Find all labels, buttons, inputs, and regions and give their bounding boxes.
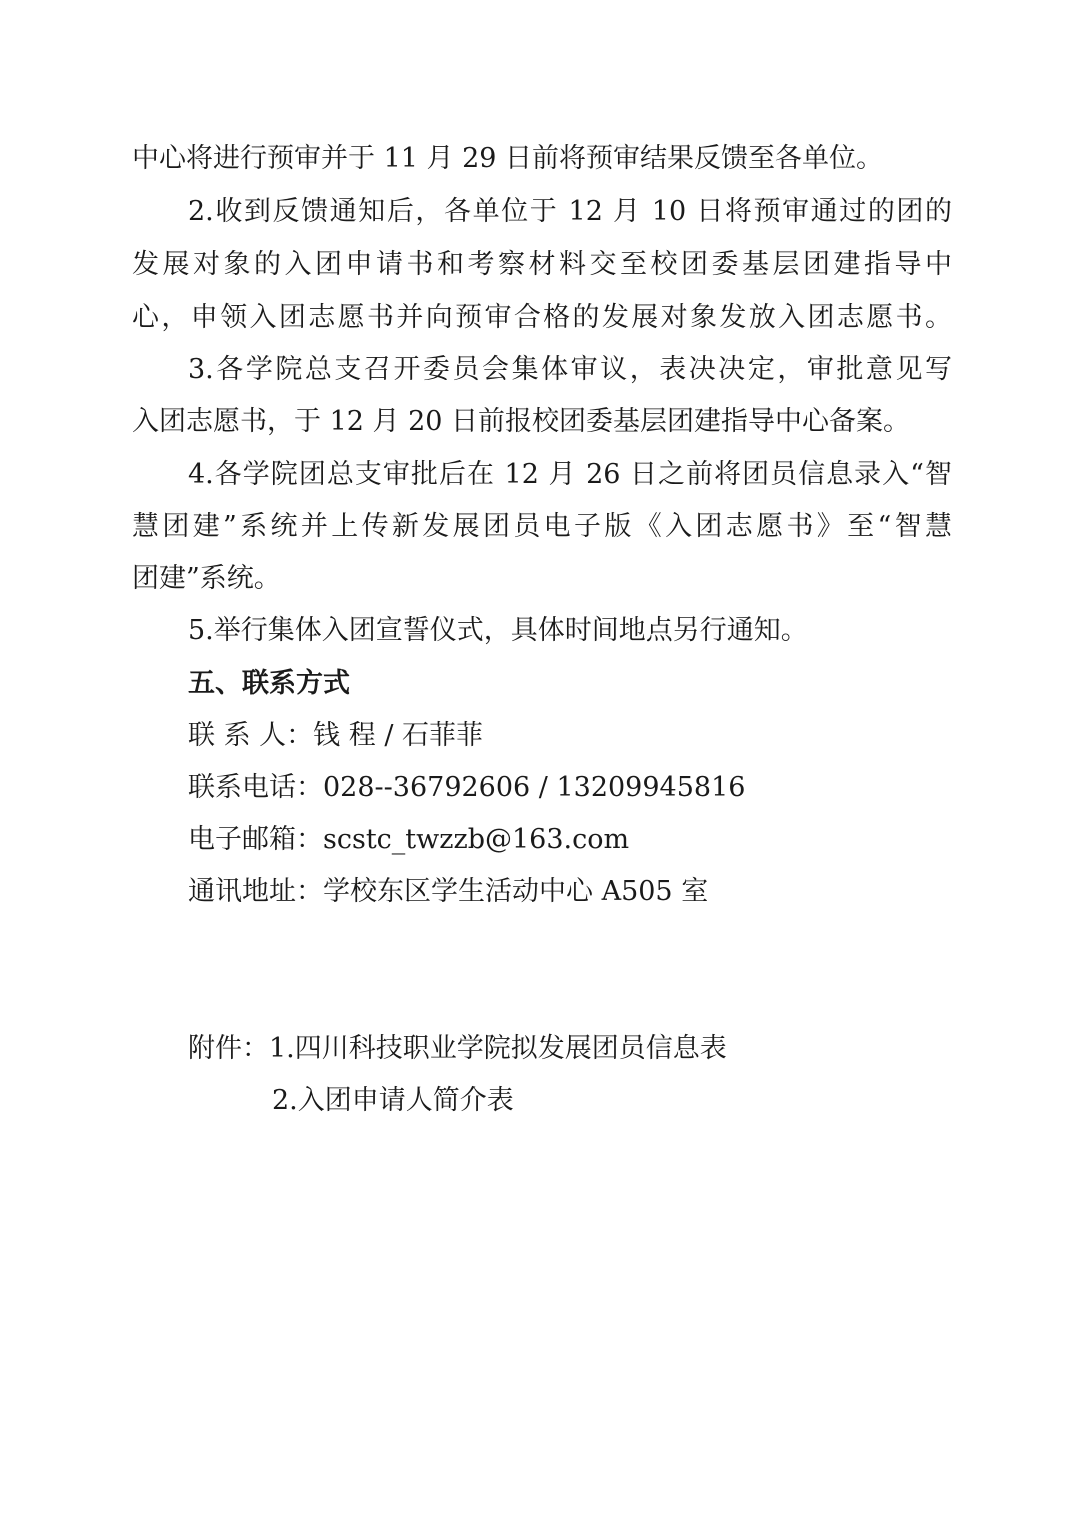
paragraph-line: 慧团建”系统并上传新发展团员电子版《入团志愿书》至“智慧 xyxy=(132,511,952,542)
paragraph-line: 2.收到反馈通知后，各单位于 12 月 10 日将预审通过的团的 xyxy=(188,196,952,227)
paragraph-line: 4.各学院团总支审批后在 12 月 26 日之前将团员信息录入“智 xyxy=(188,459,952,490)
contact-address-value: 学校东区学生活动中心 A505 室 xyxy=(323,876,709,907)
paragraph-line: 团建”系统。 xyxy=(132,563,281,594)
contact-person-row xyxy=(188,710,952,762)
contact-email-value: scstc_twzzb@163.com xyxy=(323,824,630,855)
contact-address-row xyxy=(188,866,952,918)
paragraph-line: 发展对象的入团申请书和考察材料交至校团委基层团建指导中 xyxy=(132,249,952,280)
attachment-row-2 xyxy=(272,1075,952,1127)
paragraph-line: 心，申领入团志愿书并向预审合格的发展对象发放入团志愿书。 xyxy=(132,302,952,333)
contact-address-label: 通讯地址： xyxy=(188,876,323,907)
section-heading: 五、联系方式 xyxy=(188,668,350,699)
contact-person-label: 联 系 人： xyxy=(188,720,314,751)
attachment-label: 附件： xyxy=(188,1033,269,1064)
paragraph-line: 中心将进行预审并于 11 月 29 日前将预审结果反馈至各单位。 xyxy=(132,143,884,174)
attachment-row-1 xyxy=(188,1023,952,1075)
contact-email-row xyxy=(188,814,952,866)
paragraph-line: 入团志愿书，于 12 月 20 日前报校团委基层团建指导中心备案。 xyxy=(132,406,911,437)
contact-phone-value: 028--36792606 / 13209945816 xyxy=(323,772,746,803)
contact-phone-label: 联系电话： xyxy=(188,772,323,803)
contact-phone-row xyxy=(188,762,952,814)
contact-email-label: 电子邮箱： xyxy=(188,824,323,855)
paragraph-line: 5.举行集体入团宣誓仪式，具体时间地点另行通知。 xyxy=(188,615,808,646)
attachment-item-2: 2.入团申请人简介表 xyxy=(272,1085,514,1116)
paragraph-line: 3.各学院总支召开委员会集体审议，表决决定，审批意见写 xyxy=(188,354,952,385)
contact-person-value: 钱 程 / 石菲菲 xyxy=(313,720,484,751)
attachment-item-1: 1.四川科技职业学院拟发展团员信息表 xyxy=(269,1033,727,1064)
